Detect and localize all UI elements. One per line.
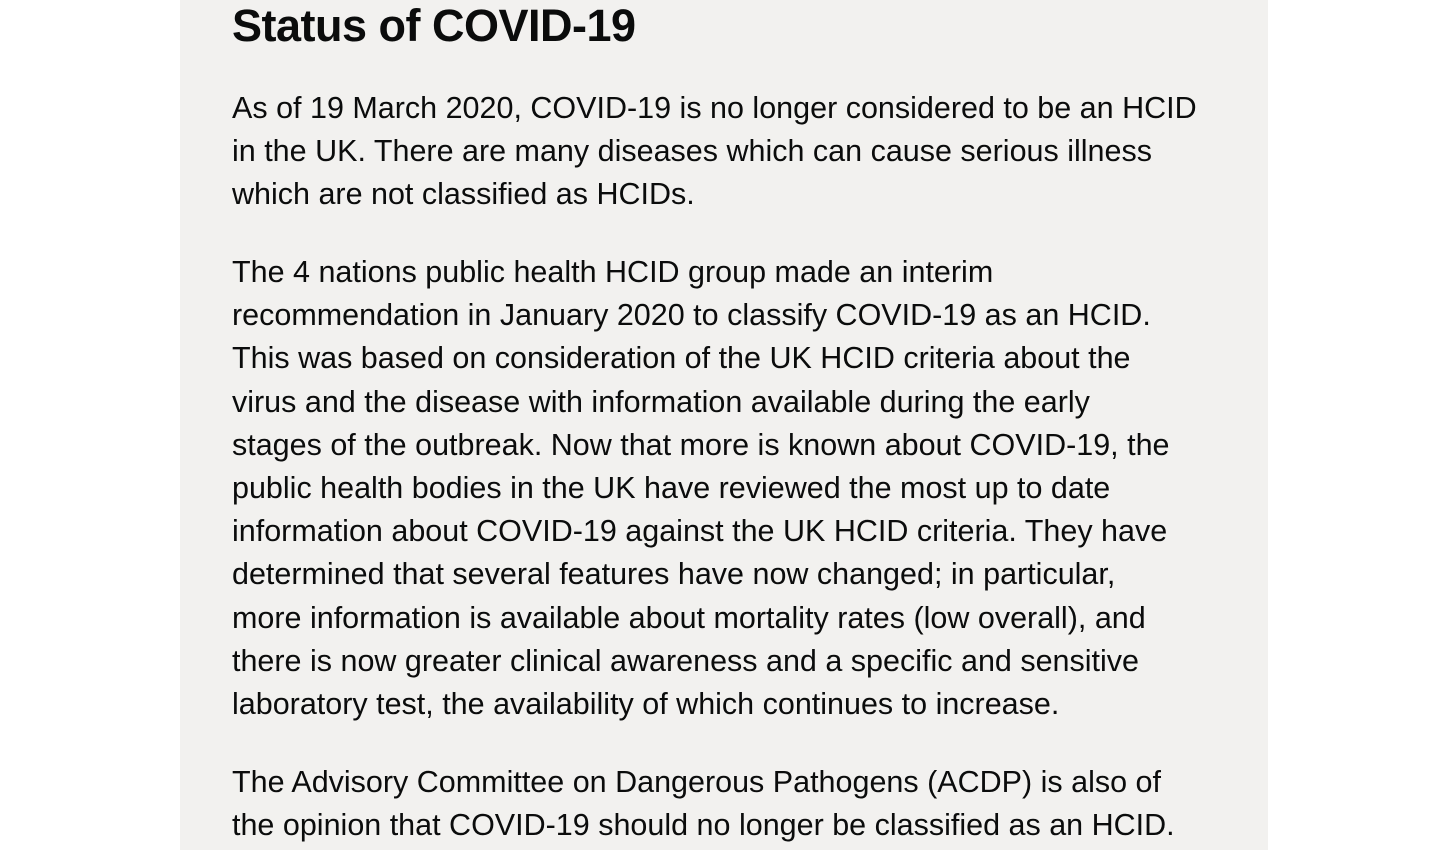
content-panel <box>180 0 1268 850</box>
paragraph-acdp-opinion: The Advisory Committee on Dangerous Pathogens (ACDP) is also of the opinion that COVID-19 should no longer be classified as an HCID. <box>232 765 1175 843</box>
paragraph-hcid-status: As of 19 March 2020, COVID-19 is no longer considered to be an HCID in the UK. There are many diseases which can cause serious illness which are not classified as HCIDs. <box>232 91 1197 212</box>
section-title: Status of COVID-19 <box>232 0 636 51</box>
paragraph-interim-recommendation: The 4 nations public health HCID group made an interim recommendation in January 2020 to classify COVID-19 as an HCID. This was based on consideration of the UK HCID criteria about the virus and the disease with information available during the early stages of the outbreak. Now that more is known about COVID-19, the public health bodies in the UK have reviewed the most up to date information about COVID-19 against the UK HCID criteria. They have determined that several features have now changed; in particular, more information is available about mortality rates (low overall), and there is now greater clinical awareness and a specific and sensitive laboratory test, the availability of which continues to increase. <box>232 255 1170 722</box>
